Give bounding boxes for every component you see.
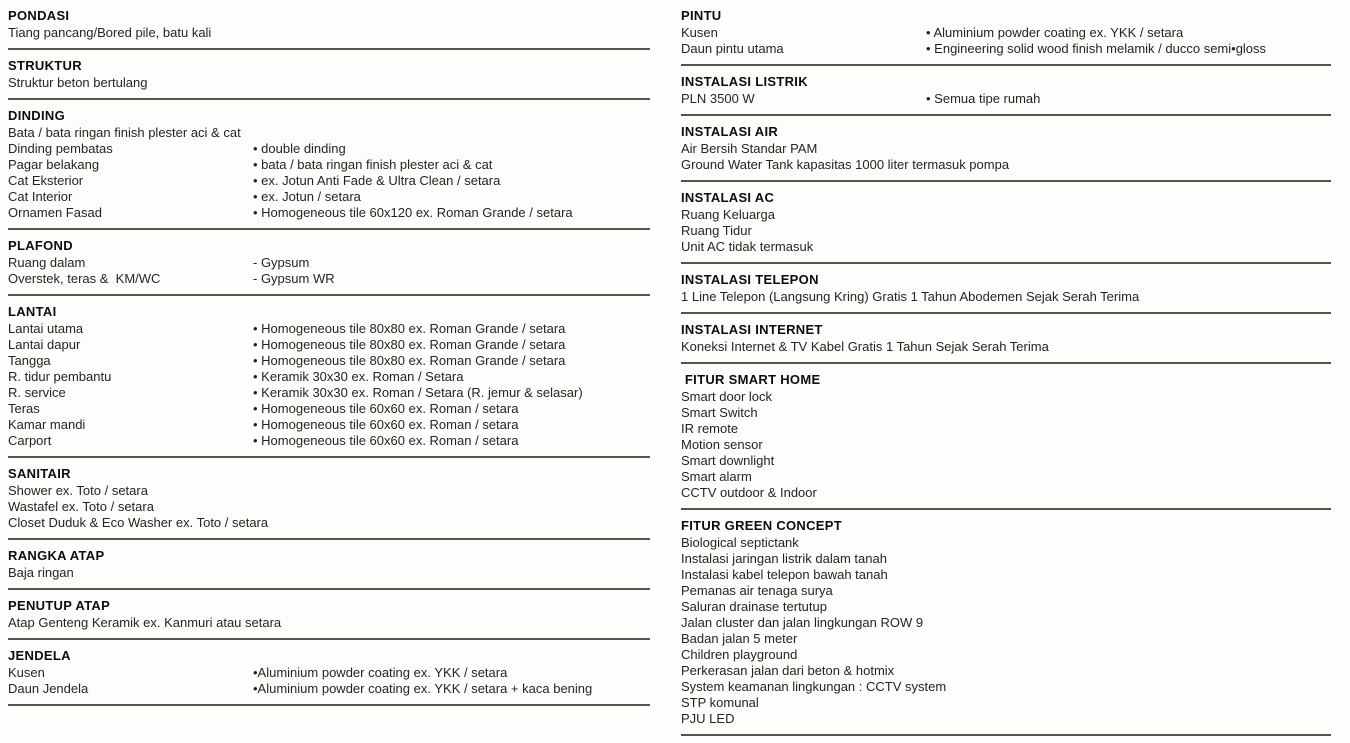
spec-label: Dinding pembatas xyxy=(8,141,113,156)
spec-value: • ex. Jotun Anti Fade & Ultra Clean / setara xyxy=(253,173,501,188)
spec-row xyxy=(8,271,650,287)
spec-value: • Engineering solid wood finish melamik / ducco semi•gloss xyxy=(926,41,1267,56)
spec-label: R. service xyxy=(8,385,66,400)
spec-label: Ornamen Fasad xyxy=(8,205,102,220)
spec-line: Bata / bata ringan finish plester aci & cat xyxy=(8,125,241,140)
section-title: PLAFOND xyxy=(8,238,73,253)
section-title: INSTALASI INTERNET xyxy=(681,322,823,337)
spec-line: Saluran drainase tertutup xyxy=(681,599,827,614)
spec-row xyxy=(8,321,650,337)
spec-row xyxy=(681,25,1331,41)
section-title: STRUKTUR xyxy=(8,58,82,73)
spec-row xyxy=(8,189,650,205)
section-jendela xyxy=(8,640,650,706)
spec-row xyxy=(8,665,650,681)
spec-line: Ground Water Tank kapasitas 1000 liter termasuk pompa xyxy=(681,157,1010,172)
spec-value: - Gypsum WR xyxy=(253,271,335,286)
section-title: SANITAIR xyxy=(8,466,71,481)
spec-line: Koneksi Internet & TV Kabel Gratis 1 Tahun Sejak Serah Terima xyxy=(681,339,1049,354)
spec-line: IR remote xyxy=(681,421,739,436)
spec-line: Instalasi jaringan listrik dalam tanah xyxy=(681,551,887,566)
section-title: PENUTUP ATAP xyxy=(8,598,111,613)
spec-row xyxy=(8,173,650,189)
spec-value: • Homogeneous tile 80x80 ex. Roman Grande / setara xyxy=(253,353,566,368)
section-fitur-green-concept xyxy=(681,510,1331,736)
section-instalasi-air xyxy=(681,116,1331,182)
spec-label: Kusen xyxy=(8,665,45,680)
spec-line: Smart Switch xyxy=(681,405,758,420)
spec-line: Children playground xyxy=(681,647,798,662)
section-pintu xyxy=(681,8,1331,66)
spec-label: PLN 3500 W xyxy=(681,91,755,106)
spec-value: • bata / bata ringan finish plester aci & cat xyxy=(253,157,493,172)
spec-line: Biological septictank xyxy=(681,535,799,550)
section-title: INSTALASI AIR xyxy=(681,124,779,139)
spec-row xyxy=(681,91,1331,107)
spec-label: Cat Eksterior xyxy=(8,173,84,188)
spec-label: Daun Jendela xyxy=(8,681,89,696)
spec-value: • ex. Jotun / setara xyxy=(253,189,361,204)
spec-row xyxy=(8,385,650,401)
spec-value: • Homogeneous tile 80x80 ex. Roman Grande / setara xyxy=(253,337,566,352)
spec-value: • Homogeneous tile 60x120 ex. Roman Grande / setara xyxy=(253,205,573,220)
spec-line: Unit AC tidak termasuk xyxy=(681,239,814,254)
spec-line: Perkerasan jalan dari beton & hotmix xyxy=(681,663,895,678)
section-title: INSTALASI LISTRIK xyxy=(681,74,808,89)
section-title: INSTALASI AC xyxy=(681,190,775,205)
spec-row xyxy=(8,205,650,221)
spec-label: Pagar belakang xyxy=(8,157,100,172)
section-sanitair xyxy=(8,458,650,540)
spec-line: Smart downlight xyxy=(681,453,775,468)
spec-line: Smart alarm xyxy=(681,469,752,484)
section-title: PINTU xyxy=(681,8,722,23)
spec-label: Lantai dapur xyxy=(8,337,81,352)
spec-line: Baja ringan xyxy=(8,565,74,580)
spec-line: Air Bersih Standar PAM xyxy=(681,141,818,156)
section-struktur xyxy=(8,50,650,100)
spec-column-left xyxy=(8,0,650,706)
spec-value: • Keramik 30x30 ex. Roman / Setara (R. jemur & selasar) xyxy=(253,385,583,400)
spec-label: Lantai utama xyxy=(8,321,84,336)
section-title: RANGKA ATAP xyxy=(8,548,105,563)
section-dinding xyxy=(8,100,650,230)
section-title: JENDELA xyxy=(8,648,71,663)
spec-label: Ruang dalam xyxy=(8,255,86,270)
spec-line: CCTV outdoor & Indoor xyxy=(681,485,817,500)
spec-line: Ruang Keluarga xyxy=(681,207,775,222)
spec-value: • double dinding xyxy=(253,141,346,156)
spec-column-right xyxy=(681,0,1331,736)
section-title: INSTALASI TELEPON xyxy=(681,272,819,287)
spec-line: System keamanan lingkungan : CCTV system xyxy=(681,679,947,694)
spec-line: Shower ex. Toto / setara xyxy=(8,483,148,498)
spec-value: • Homogeneous tile 60x60 ex. Roman / setara xyxy=(253,417,519,432)
spec-row xyxy=(8,369,650,385)
section-title: DINDING xyxy=(8,108,65,123)
spec-row xyxy=(681,41,1331,57)
spec-label: Kusen xyxy=(681,25,718,40)
spec-line: Ruang Tidur xyxy=(681,223,752,238)
spec-value: • Homogeneous tile 60x60 ex. Roman / setara xyxy=(253,433,519,448)
spec-value: •Aluminium powder coating ex. YKK / setara xyxy=(253,665,508,680)
section-lantai xyxy=(8,296,650,458)
spec-row xyxy=(8,157,650,173)
spec-row xyxy=(8,401,650,417)
spec-value: • Keramik 30x30 ex. Roman / Setara xyxy=(253,369,464,384)
section-fitur-smart-home xyxy=(681,364,1331,510)
spec-label: Cat Interior xyxy=(8,189,73,204)
spec-row xyxy=(8,337,650,353)
spec-row xyxy=(8,353,650,369)
spec-value: - Gypsum xyxy=(253,255,310,270)
spec-line: Instalasi kabel telepon bawah tanah xyxy=(681,567,888,582)
spec-label: Kamar mandi xyxy=(8,417,86,432)
spec-label: Teras xyxy=(8,401,40,416)
section-title: FITUR GREEN CONCEPT xyxy=(681,518,842,533)
spec-value: • Semua tipe rumah xyxy=(926,91,1041,106)
spec-line: Motion sensor xyxy=(681,437,763,452)
section-title: PONDASI xyxy=(8,8,70,23)
spec-line: Badan jalan 5 meter xyxy=(681,631,798,646)
spec-row xyxy=(8,681,650,697)
spec-line: Smart door lock xyxy=(681,389,773,404)
section-instalasi-listrik xyxy=(681,66,1331,116)
spec-value: • Homogeneous tile 60x60 ex. Roman / setara xyxy=(253,401,519,416)
spec-line: Tiang pancang/Bored pile, batu kali xyxy=(8,25,212,40)
section-instalasi-internet xyxy=(681,314,1331,364)
spec-value: •Aluminium powder coating ex. YKK / setara + kaca bening xyxy=(253,681,593,696)
spec-value: • Homogeneous tile 80x80 ex. Roman Grande / setara xyxy=(253,321,566,336)
spec-line: Jalan cluster dan jalan lingkungan ROW 9 xyxy=(681,615,924,630)
spec-label: R. tidur pembantu xyxy=(8,369,112,384)
spec-row xyxy=(8,255,650,271)
spec-line: Struktur beton bertulang xyxy=(8,75,148,90)
spec-row xyxy=(8,141,650,157)
spec-line: Closet Duduk & Eco Washer ex. Toto / setara xyxy=(8,515,269,530)
section-pondasi xyxy=(8,8,650,50)
spec-value: • Aluminium powder coating ex. YKK / setara xyxy=(926,25,1184,40)
spec-line: Wastafel ex. Toto / setara xyxy=(8,499,154,514)
section-plafond xyxy=(8,230,650,296)
spec-label: Tangga xyxy=(8,353,51,368)
section-rangka-atap xyxy=(8,540,650,590)
spec-line: PJU LED xyxy=(681,711,735,726)
spec-label: Overstek, teras & KM/WC xyxy=(8,271,161,286)
section-instalasi-telepon xyxy=(681,264,1331,314)
section-penutup-atap xyxy=(8,590,650,640)
spec-label: Carport xyxy=(8,433,52,448)
section-title: LANTAI xyxy=(8,304,57,319)
spec-line: Pemanas air tenaga surya xyxy=(681,583,833,598)
spec-line: STP komunal xyxy=(681,695,759,710)
spec-line: Atap Genteng Keramik ex. Kanmuri atau setara xyxy=(8,615,282,630)
spec-row xyxy=(8,433,650,449)
spec-line: 1 Line Telepon (Langsung Kring) Gratis 1 Tahun Abodemen Sejak Serah Terima xyxy=(681,289,1140,304)
spec-row xyxy=(8,417,650,433)
spec-label: Daun pintu utama xyxy=(681,41,784,56)
section-title: FITUR SMART HOME xyxy=(681,372,821,387)
section-instalasi-ac xyxy=(681,182,1331,264)
